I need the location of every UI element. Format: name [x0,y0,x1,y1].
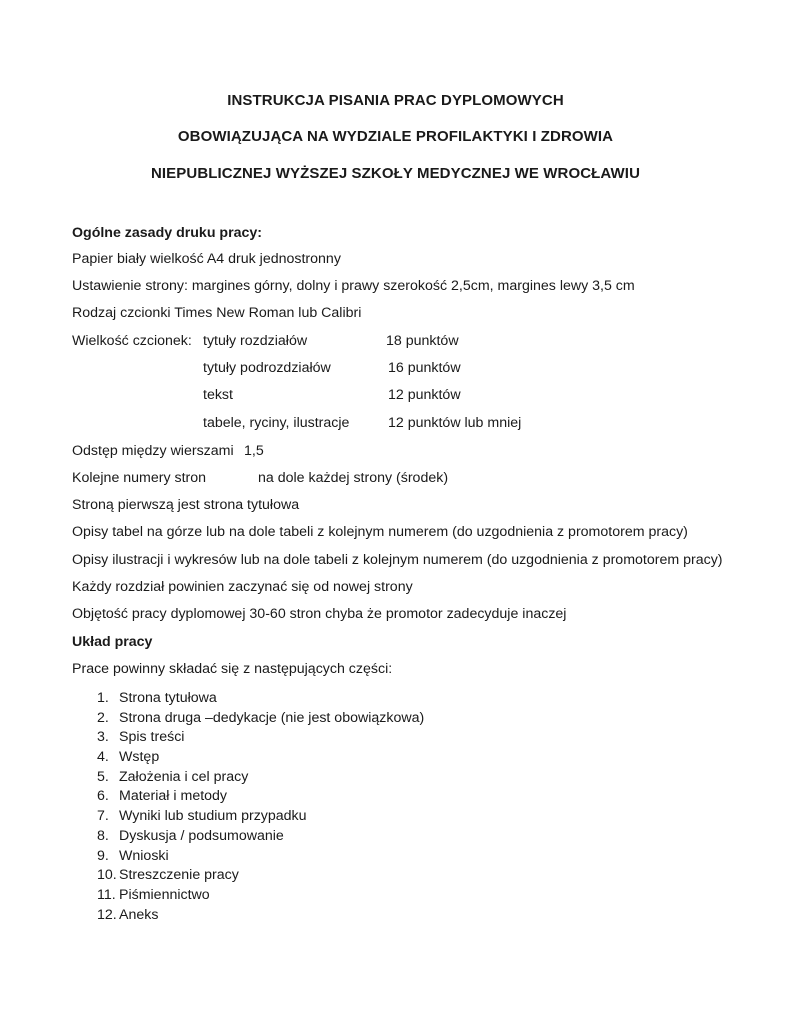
list-item [97,827,424,847]
list-item-number: 10. [97,867,117,884]
list-item-text: Piśmiennictwo [119,886,210,903]
list-item-number: 3. [97,729,109,746]
list-item-number: 6. [97,788,109,805]
list-item-text: Spis treści [119,729,185,746]
list-item [97,906,424,926]
margins-rule: Ustawienie strony: margines górny, dolny i prawy szerokość 2,5cm, margines lewy 3,5 cm [72,278,635,294]
page-numbers-value: na dole każdej strony (środek) [258,470,449,486]
list-item [97,787,424,807]
illustrations-rule: Opisy ilustracji i wykresów lub na dole tabeli z kolejnym numerem (do uzgodnienia z promotorem pracy) [72,552,723,568]
font-size-value: 12 punktów lub mniej [388,415,522,431]
list-item-text: Wyniki lub studium przypadku [119,808,307,825]
list-item-text: Strona tytułowa [119,690,217,706]
font-size-value: 12 punktów [388,387,461,403]
list-item-number: 12. [97,906,117,923]
general-rules-heading: Ogólne zasady druku pracy: [72,225,263,241]
list-item [97,866,424,886]
list-item [97,728,424,748]
list-item-number: 8. [97,827,109,844]
paper-rule: Papier biały wielkość A4 druk jednostronny [72,251,341,267]
document-title-line-1: INSTRUKCJA PISANIA PRAC DYPLOMOWYCH [227,92,564,109]
list-item-text: Aneks [119,906,159,923]
font-size-value: 18 punktów [386,333,459,349]
list-item-number: 4. [97,749,109,766]
line-spacing-value: 1,5 [244,443,264,459]
list-item-number: 11. [97,886,116,903]
font-type-rule: Rodzaj czcionki Times New Roman lub Calibri [72,305,362,321]
volume-rule: Objętość pracy dyplomowej 30-60 stron chyba że promotor zadecyduje inaczej [72,606,567,622]
document-title-line-2: OBOWIĄZUJĄCA NA WYDZIALE PROFILAKTYKI I ZDROWIA [177,128,614,145]
font-size-item: tytuły podrozdziałów [203,360,331,376]
list-item [97,886,424,906]
font-size-value: 16 punktów [388,360,461,376]
font-size-item: tabele, ryciny, ilustracje [203,415,350,431]
list-item-text: Założenia i cel pracy [119,768,249,785]
list-item-number: 5. [97,768,109,785]
list-item [97,748,424,768]
line-spacing-label: Odstęp między wierszami [72,443,234,459]
list-item [97,689,424,709]
layout-parts-list [97,689,424,925]
list-item-number: 2. [97,709,109,726]
new-page-rule: Każdy rozdział powinien zaczynać się od nowej strony [72,579,413,595]
list-item [97,709,424,729]
list-item-text: Materiał i metody [119,788,228,805]
list-item-number: 1. [97,690,109,706]
list-item-number: 9. [97,847,109,864]
list-item-text: Dyskusja / podsumowanie [119,827,284,844]
list-item [97,807,424,827]
first-page-rule: Stroną pierwszą jest strona tytułowa [72,497,300,513]
list-item-text: Wstęp [119,749,160,766]
list-item-text: Wnioski [119,847,169,864]
font-size-item: tytuły rozdziałów [203,333,308,349]
font-size-item: tekst [203,387,233,403]
layout-heading: Układ pracy [72,634,153,650]
font-sizes-label: Wielkość czcionek: [72,333,192,349]
list-item-text: Streszczenie pracy [119,867,239,884]
list-item [97,847,424,867]
document-title-line-3: NIEPUBLICZNEJ WYŻSZEJ SZKOŁY MEDYCZNEJ WE WROCŁAWIU [150,165,640,182]
page-numbers-label: Kolejne numery stron [72,470,207,486]
list-item-text: Strona druga –dedykacje (nie jest obowiązkowa) [119,709,425,726]
tables-rule: Opisy tabel na górze lub na dole tabeli z kolejnym numerem (do uzgodnienia z promotorem pracy) [72,524,688,540]
list-item-number: 7. [97,808,109,825]
list-item [97,768,424,788]
layout-intro: Prace powinny składać się z następujących części: [72,661,393,677]
